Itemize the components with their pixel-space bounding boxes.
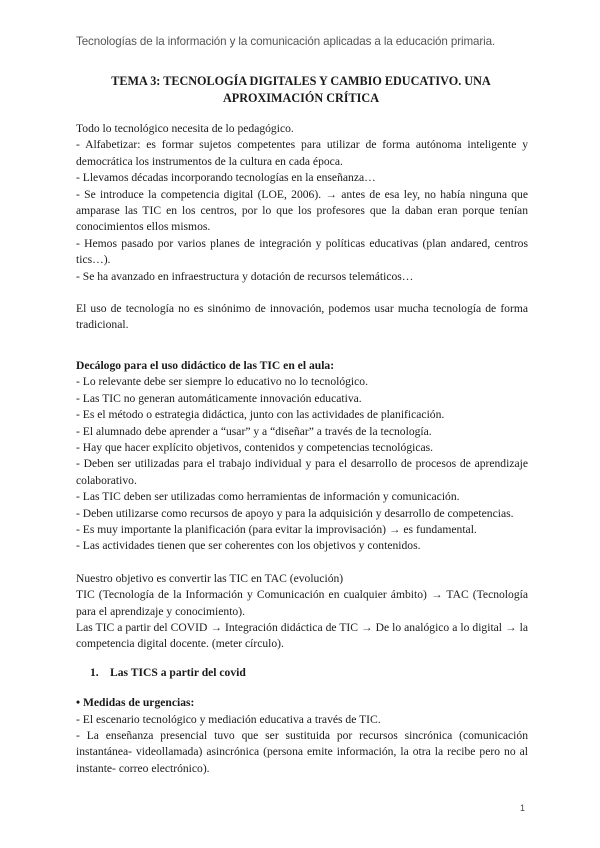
decalogo-item: - Es muy importante la planificación (para evitar la improvisación) → es fundamental.: [76, 522, 477, 536]
intro-bullet: - Llevamos décadas incorporando tecnologías en la enseñanza…: [76, 171, 376, 185]
section-title: Las TICS a partir del covid: [110, 665, 246, 679]
section-number: 1.: [90, 665, 99, 679]
title-line-1: TEMA 3: TECNOLOGÍA DIGITALES Y CAMBIO EDUCATIVO. UNA: [111, 74, 491, 88]
intro-bullet: - Se introduce la competencia digital (LOE, 2006). → antes de esa ley, no había ninguna que amparase las TIC en los centros, por lo que los profesores que la daban eran porque tenían conocimientos ellos mismos.: [76, 187, 528, 234]
intro-bullet: - Se ha avanzado en infraestructura y dotación de recursos telemáticos…: [76, 269, 414, 283]
intro-bullet: - Alfabetizar: es formar sujetos competentes para utilizar de forma autónoma inteligente y democrática los instrumentos de la cultura en cada época.: [76, 138, 528, 168]
section-item: - El escenario tecnológico y mediación educativa a través de TIC.: [76, 712, 381, 726]
decalogo-item: - Deben ser utilizadas para el trabajo individual y para el desarrollo de procesos de aprendizaje colaborativo.: [76, 457, 528, 487]
section-item: - La enseñanza presencial tuvo que ser sustituida por recursos sincrónica (comunicación instantánea- videollamada) asincrónica (persona emite información, la otra la recibe pero no al instante- correo electrónico).: [76, 729, 528, 775]
running-header: Tecnologías de la información y la comunicación aplicadas a la educación primaria.: [76, 35, 496, 48]
decalogo-item: - Las TIC no generan automáticamente innovación educativa.: [76, 391, 362, 405]
objetivo-line: Las TIC a partir del COVID → Integración didáctica de TIC → De lo analógico a lo digital → la competencia digital docente. (meter círculo).: [76, 620, 528, 651]
decalogo-item: - Lo relevante debe ser siempre lo educativo no lo tecnológico.: [76, 375, 368, 389]
title-line-2: APROXIMACIÓN CRÍTICA: [222, 91, 380, 105]
section-heading: [76, 665, 528, 681]
decalogo-item: - Las actividades tienen que ser coherentes con los objetivos y contenidos.: [76, 539, 421, 553]
intro-lead: Todo lo tecnológico necesita de lo pedagógico.: [76, 122, 294, 135]
objetivo-line: Nuestro objetivo es convertir las TIC en TAC (evolución): [76, 571, 344, 585]
decalogo-item: - Deben utilizarse como recursos de apoyo y para la adquisición y desarrollo de competencias.: [76, 506, 514, 520]
intro-note: El uso de tecnología no es sinónimo de innovación, podemos usar mucha tecnología de forma tradicional.: [76, 302, 528, 332]
intro-bullet: - Hemos pasado por varios planes de integración y políticas educativas (plan andared, centros tics…).: [76, 236, 528, 267]
decalogo-item: - Las TIC deben ser utilizadas como herramientas de información y comunicación.: [76, 490, 460, 504]
document-body: [76, 121, 528, 777]
document-title: [76, 73, 526, 107]
page-number: 1: [520, 803, 526, 813]
section-subheading: • Medidas de urgencias:: [76, 696, 195, 710]
decalogo-item: - El alumnado debe aprender a “usar” y a “diseñar” a través de la tecnología.: [76, 424, 432, 438]
objetivo-line: TIC (Tecnología de la Información y Comunicación en cualquier ámbito) → TAC (Tecnología para el aprendizaje y conocimiento).: [76, 588, 528, 618]
decalogo-item: - Hay que hacer explícito objetivos, contenidos y competencias tecnológicas.: [76, 440, 434, 454]
decalogo-item: - Es el método o estrategia didáctica, junto con las actividades de planificación.: [76, 408, 445, 422]
decalogo-heading: Decálogo para el uso didáctico de las TIC en el aula:: [76, 358, 335, 372]
